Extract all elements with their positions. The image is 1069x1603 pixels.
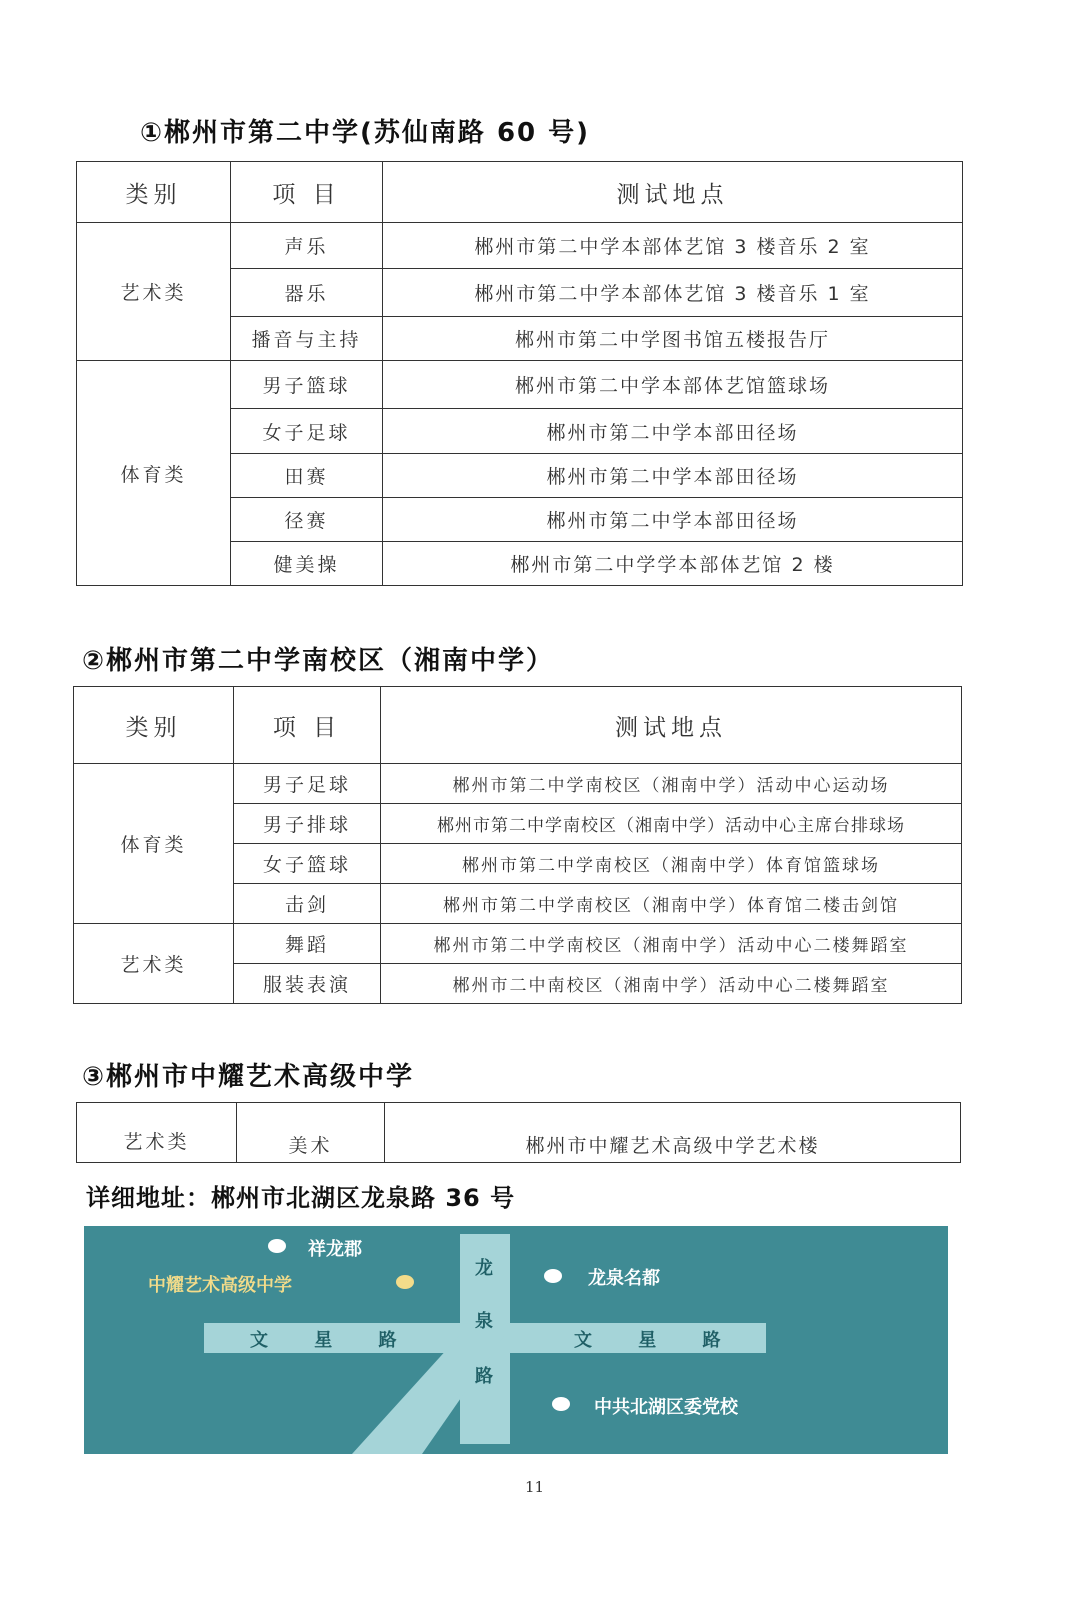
- road-label-wenxing-right: 文 星 路: [574, 1330, 741, 1351]
- marker-party-school: [552, 1397, 570, 1411]
- place-longquan-mingdu: 龙泉名都: [588, 1268, 660, 1289]
- road-label-longquan-3: 路: [475, 1366, 493, 1387]
- header-location: 测试地点: [383, 162, 963, 223]
- location-cell: 郴州市第二中学本部体艺馆篮球场: [383, 361, 963, 409]
- header-item: 项 目: [234, 687, 381, 764]
- item-cell: 美术: [237, 1103, 385, 1163]
- location-cell: 郴州市二中南校区（湘南中学）活动中心二楼舞蹈室: [381, 964, 962, 1004]
- location-cell: 郴州市第二中学南校区（湘南中学）活动中心主席台排球场: [381, 804, 962, 844]
- table-row: [77, 361, 963, 409]
- location-cell: 郴州市第二中学南校区（湘南中学）活动中心运动场: [381, 764, 962, 804]
- location-map: [84, 1226, 948, 1454]
- section2-table: [73, 686, 962, 1004]
- item-cell: 播音与主持: [231, 317, 383, 361]
- address-line: 详细地址：郴州市北湖区龙泉路 36 号: [86, 1184, 516, 1212]
- road-label-longquan-1: 龙: [475, 1258, 493, 1279]
- category-sport: 体育类: [74, 764, 234, 924]
- item-cell: 舞蹈: [234, 924, 381, 964]
- diagonal-road: [84, 1226, 948, 1454]
- category-art: 艺术类: [77, 1103, 237, 1163]
- table-row: [77, 1103, 961, 1163]
- item-cell: 男子篮球: [231, 361, 383, 409]
- header-item: 项 目: [231, 162, 383, 223]
- marker-xianglongjun: [268, 1239, 286, 1253]
- place-party-school: 中共北湖区委党校: [594, 1397, 738, 1418]
- category-sport: 体育类: [77, 361, 231, 586]
- location-cell: 郴州市第二中学南校区（湘南中学）活动中心二楼舞蹈室: [381, 924, 962, 964]
- item-cell: 田赛: [231, 454, 383, 498]
- item-cell: 服装表演: [234, 964, 381, 1004]
- table-row: [74, 764, 962, 804]
- header-location: 测试地点: [381, 687, 962, 764]
- category-art: 艺术类: [74, 924, 234, 1004]
- location-cell: 郴州市第二中学本部田径场: [383, 498, 963, 542]
- item-cell: 声乐: [231, 223, 383, 269]
- item-cell: 击剑: [234, 884, 381, 924]
- location-cell: 郴州市第二中学本部体艺馆 3 楼音乐 2 室: [383, 223, 963, 269]
- place-zhongyao-school: 中耀艺术高级中学: [148, 1275, 292, 1296]
- page-number: 11: [524, 1478, 545, 1496]
- item-cell: 健美操: [231, 542, 383, 586]
- table-header-row: [77, 162, 963, 223]
- header-category: 类别: [77, 162, 231, 223]
- location-cell: 郴州市第二中学南校区（湘南中学）体育馆篮球场: [381, 844, 962, 884]
- table-row: [77, 223, 963, 269]
- item-cell: 女子篮球: [234, 844, 381, 884]
- location-cell: 郴州市第二中学图书馆五楼报告厅: [383, 317, 963, 361]
- section2-title: ②郴州市第二中学南校区（湘南中学）: [82, 646, 555, 676]
- road-label-longquan-2: 泉: [475, 1311, 493, 1332]
- location-cell: 郴州市第二中学本部田径场: [383, 454, 963, 498]
- section1-table: [76, 161, 963, 586]
- table-row: [74, 924, 962, 964]
- road-label-wenxing-left: 文 星 路: [250, 1330, 417, 1351]
- item-cell: 器乐: [231, 269, 383, 317]
- category-art: 艺术类: [77, 223, 231, 361]
- place-xianglongjun: 祥龙郡: [308, 1239, 362, 1260]
- marker-longquan-mingdu: [544, 1269, 562, 1283]
- location-cell: 郴州市第二中学本部体艺馆 3 楼音乐 1 室: [383, 269, 963, 317]
- item-cell: 径赛: [231, 498, 383, 542]
- section3-table: [76, 1102, 961, 1163]
- location-cell: 郴州市中耀艺术高级中学艺术楼: [385, 1103, 961, 1163]
- item-cell: 女子足球: [231, 409, 383, 454]
- section1-title: ①郴州市第二中学(苏仙南路 60 号): [140, 118, 591, 148]
- item-cell: 男子排球: [234, 804, 381, 844]
- section3-title: ③郴州市中耀艺术高级中学: [82, 1062, 415, 1092]
- marker-zhongyao-school: [396, 1275, 414, 1289]
- table-header-row: [74, 687, 962, 764]
- location-cell: 郴州市第二中学学本部体艺馆 2 楼: [383, 542, 963, 586]
- location-cell: 郴州市第二中学南校区（湘南中学）体育馆二楼击剑馆: [381, 884, 962, 924]
- location-cell: 郴州市第二中学本部田径场: [383, 409, 963, 454]
- item-cell: 男子足球: [234, 764, 381, 804]
- header-category: 类别: [74, 687, 234, 764]
